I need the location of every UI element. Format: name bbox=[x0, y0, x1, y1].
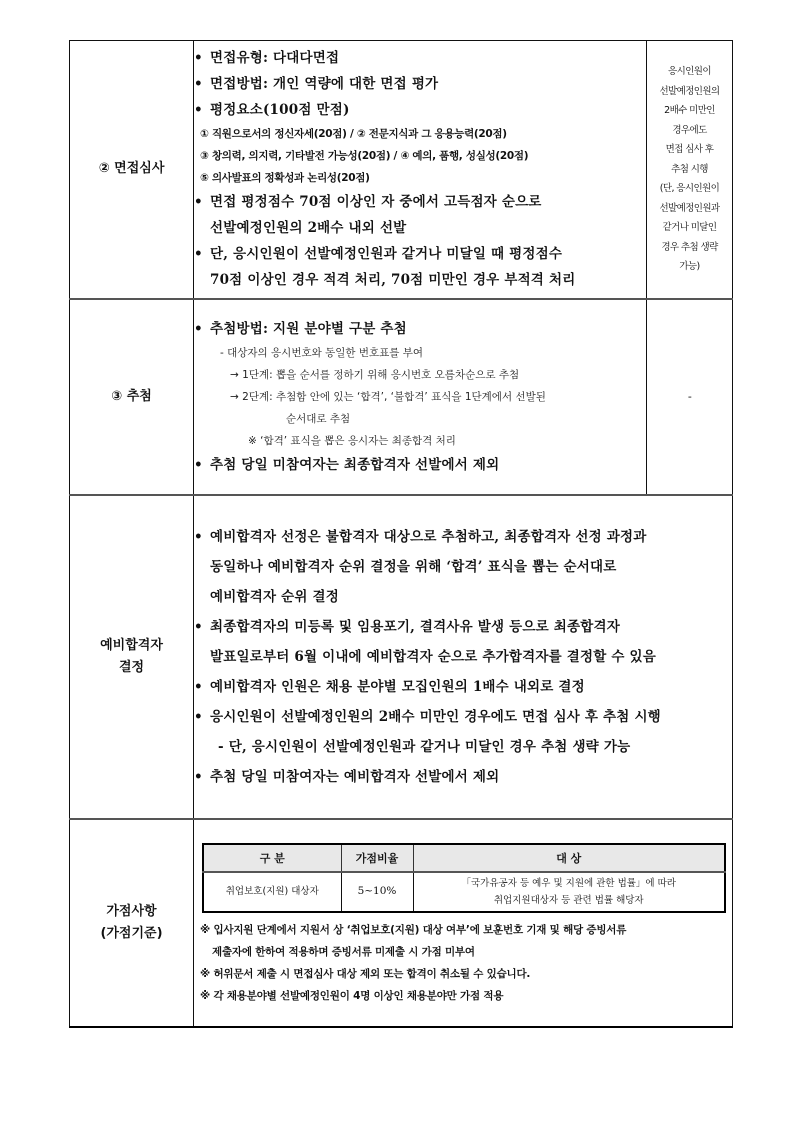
detail-line: → 2단계: 추첨함 안에 있는 ‘합격’, ‘불합격’ 표식을 1단계에서 선발된 bbox=[230, 390, 546, 403]
bullet-continuation: 동일하나 예비합격자 순위 결정을 위해 ‘합격’ 표식을 뽑는 순서대로 bbox=[210, 558, 617, 575]
label-bonus: 가점사항 (가점기준) bbox=[70, 819, 194, 1027]
row-bonus bbox=[70, 819, 733, 1027]
bullet-icon: • bbox=[194, 528, 203, 545]
label-lottery: ③ 추첨 bbox=[70, 299, 194, 495]
bullet-icon: • bbox=[194, 246, 203, 263]
bullet-icon: • bbox=[194, 194, 203, 211]
bonus-header-rate: 가점비율 bbox=[341, 844, 413, 872]
bonus-cell-target: 「국가유공자 등 예우 및 지원에 관한 법률」에 따라 취업지원대상자 등 관련 법률 해당자 bbox=[413, 872, 725, 912]
row-alternate bbox=[70, 495, 733, 819]
table-row bbox=[203, 872, 725, 912]
bonus-table bbox=[202, 843, 726, 913]
interview-content bbox=[194, 41, 647, 299]
bullet-icon: • bbox=[194, 768, 203, 785]
lottery-content bbox=[194, 299, 647, 495]
note-line: 제출자에 한하여 적용하며 증빙서류 미제출 시 가점 미부여 bbox=[212, 945, 475, 958]
bullet-item: • 면접유형: 다대다면접 bbox=[194, 45, 646, 71]
note-line: ※ 허위문서 제출 시 면접심사 대상 제외 또는 합격이 취소될 수 있습니다. bbox=[200, 967, 531, 980]
row-interview bbox=[70, 41, 733, 299]
bonus-notes bbox=[194, 919, 732, 1007]
bullet-icon: • bbox=[194, 456, 203, 473]
selection-process-table bbox=[69, 40, 733, 1028]
bullet-icon: • bbox=[194, 76, 203, 93]
bullet-item: • 예비합격자 인원은 채용 분야별 모집인원의 1배수 내외로 결정 bbox=[194, 672, 732, 702]
note-line: ※ 입사지원 단계에서 지원서 상 ‘취업보호(지원) 대상 여부’에 보훈번호 기재 및 해당 증빙서류 bbox=[200, 923, 627, 936]
bullet-icon: • bbox=[194, 320, 203, 337]
bonus-header-target: 대 상 bbox=[413, 844, 725, 872]
bullet-item: • 면접 평정점수 70점 이상인 자 중에서 고득점자 순으로 bbox=[194, 189, 646, 215]
bullet-continuation: - 단, 응시인원이 선발예정인원과 같거나 미달인 경우 추첨 생략 가능 bbox=[218, 738, 631, 755]
bullet-icon: • bbox=[194, 678, 203, 695]
bullet-icon: • bbox=[194, 102, 203, 119]
bonus-header-category: 구 분 bbox=[203, 844, 341, 872]
bullet-item: • 추첨 당일 미참여자는 예비합격자 선발에서 제외 bbox=[194, 762, 732, 792]
detail-line: ※ ‘합격’ 표식을 뽑은 응시자는 최종합격 처리 bbox=[248, 434, 456, 447]
bullet-icon: • bbox=[194, 50, 203, 67]
bullet-item: • 최종합격자의 미등록 및 임용포기, 결격사유 발생 등으로 최종합격자 bbox=[194, 612, 732, 642]
alternate-content bbox=[194, 495, 733, 819]
detail-line: → 1단계: 뽑을 순서를 정하기 위해 응시번호 오름차순으로 추첨 bbox=[230, 368, 520, 381]
bullet-item: • 응시인원이 선발예정인원의 2배수 미만인 경우에도 면접 심사 후 추첨 시행 bbox=[194, 702, 732, 732]
bullet-continuation: 선발예정인원의 2배수 내외 선발 bbox=[210, 220, 407, 237]
bonus-cell-category: 취업보호(지원) 대상자 bbox=[203, 872, 341, 912]
criteria-line: ⑤ 의사발표의 정확성과 논리성(20점) bbox=[200, 172, 370, 185]
detail-line: - 대상자의 응시번호와 동일한 번호표를 부여 bbox=[220, 346, 424, 359]
criteria-line: ③ 창의력, 의지력, 기타발전 가능성(20점) / ④ 예의, 품행, 성실성(20점) bbox=[200, 150, 529, 163]
row-lottery bbox=[70, 299, 733, 495]
bullet-item: • 예비합격자 선정은 불합격자 대상으로 추첨하고, 최종합격자 선정 과정과 bbox=[194, 522, 732, 552]
bullet-icon: • bbox=[194, 618, 203, 635]
note-lottery: - bbox=[647, 299, 733, 495]
bullet-item: • 평정요소(100점 만점) bbox=[194, 97, 646, 123]
criteria-line: ① 직원으로서의 정신자세(20점) / ② 전문지식과 그 응용능력(20점) bbox=[200, 128, 507, 141]
bonus-cell-rate: 5~10% bbox=[341, 872, 413, 912]
note-line: ※ 각 채용분야별 선발예정인원이 4명 이상인 채용분야만 가점 적용 bbox=[200, 989, 504, 1002]
label-alternate: 예비합격자 결정 bbox=[70, 495, 194, 819]
bonus-content bbox=[194, 819, 733, 1027]
bullet-continuation: 70점 이상인 경우 적격 처리, 70점 미만인 경우 부적격 처리 bbox=[210, 272, 576, 289]
detail-line: 순서대로 추첨 bbox=[286, 412, 351, 425]
bullet-item: • 면접방법: 개인 역량에 대한 면접 평가 bbox=[194, 71, 646, 97]
bullet-continuation: 발표일로부터 6월 이내에 예비합격자 순으로 추가합격자를 결정할 수 있음 bbox=[210, 648, 657, 665]
bullet-item: • 추첨 당일 미참여자는 최종합격자 선발에서 제외 bbox=[194, 452, 646, 478]
bullet-item: • 추첨방법: 지원 분야별 구분 추첨 bbox=[194, 316, 646, 342]
label-interview: ② 면접심사 bbox=[70, 41, 194, 299]
bullet-item: • 단, 응시인원이 선발예정인원과 같거나 미달일 때 평정점수 bbox=[194, 241, 646, 267]
bullet-icon: • bbox=[194, 708, 203, 725]
note-interview: 응시인원이 선발예정인원의 2배수 미만인 경우에도 면접 심사 후 추첨 시행 (단, 응시인원이 선발예정인원과 같거나 미달인 경우 추첨 생략 가능) bbox=[647, 41, 733, 299]
recruitment-document bbox=[69, 40, 732, 1028]
bullet-continuation: 예비합격자 순위 결정 bbox=[210, 588, 339, 605]
